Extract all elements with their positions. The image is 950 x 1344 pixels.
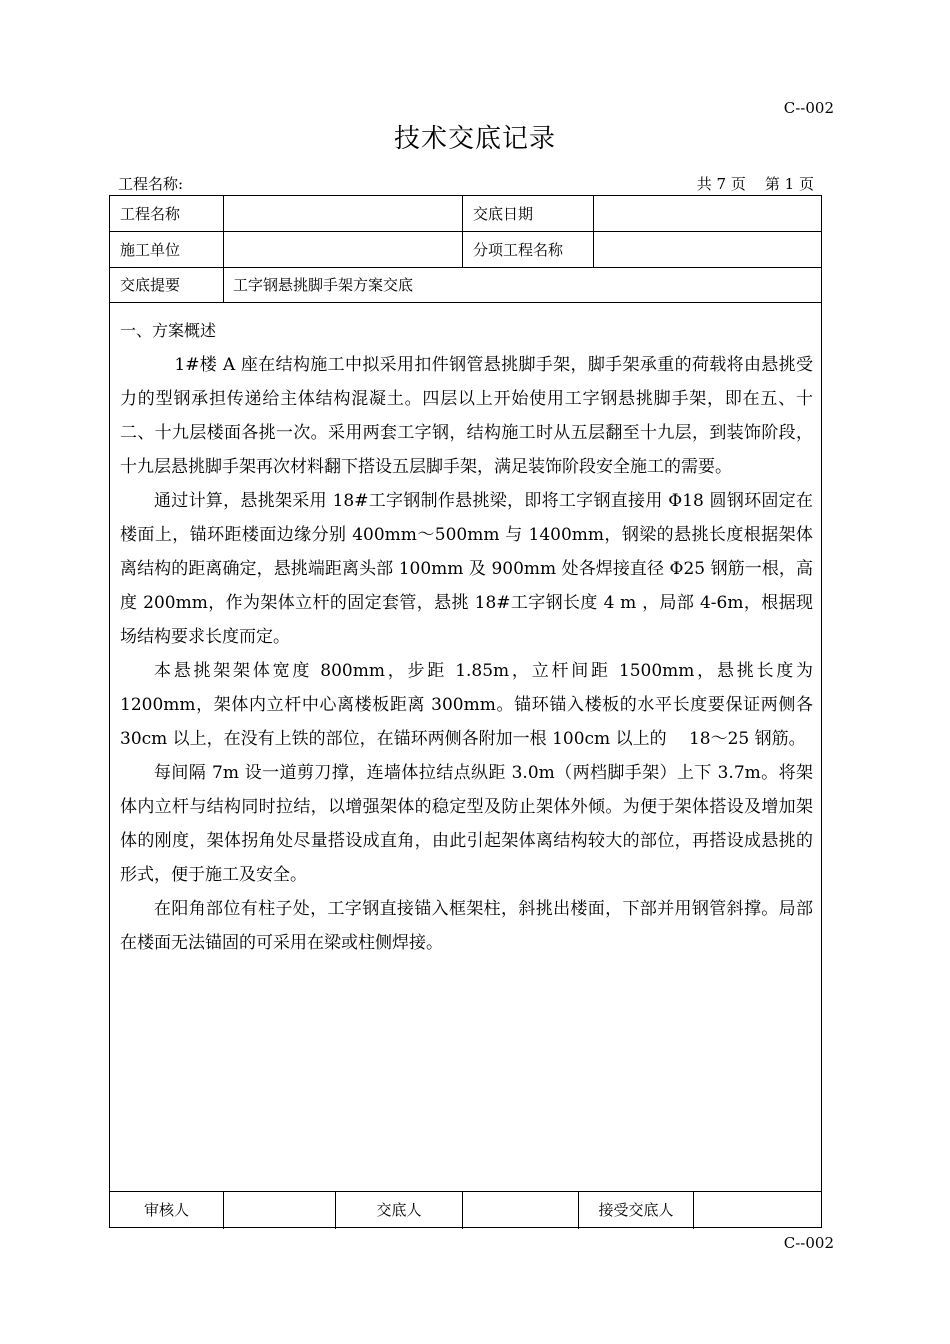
page-title: 技术交底记录 [393,124,556,154]
handover-content [120,314,813,960]
paragraph-calculation: 通过计算，悬挑架采用 18#工字钢制作悬挑梁，即将工字钢直接用 Φ18 圆钢环固定在楼面上，锚环距楼面边缘分别 400mm～500mm 与 1400mm，钢梁的悬挑长度根据架体离结构的距离确定，悬挑端距离头部 100mm 及 900mm 处各焊接直径 Φ25 钢筋一根，高度 200mm，作为架体立杆的固定套管，悬挑 18#工字钢长度 4 m ，局部 4-6m，根据现场结构要求长度而定。 [120,491,813,647]
paragraph-dimensions: 本悬挑架架体宽度 800mm，步距 1.85m，立杆间距 1500mm，悬挑长度为 1200mm，架体内立杆中心离楼板距离 300mm。锚环锚入楼板的水平长度要保证两侧各 30cm 以上，在没有上铁的部位，在锚环两侧各附加一根 100cm 以上的 18～25 钢筋。 [120,661,813,749]
row-divider [110,302,821,303]
section-heading: 一、方案概述 [120,321,217,340]
construction-unit-label: 施工单位 [120,241,181,259]
paragraph-corner: 在阳角部位有柱子处，工字钢直接锚入框架柱，斜挑出楼面，下部并用钢管斜撑。局部在楼面无法锚固的可采用在梁或柱侧焊接。 [120,899,813,953]
receiver-label: 接受交底人 [598,1201,674,1219]
project-name-label: 工程名称: [118,175,184,193]
col-divider [462,196,463,267]
paragraph-bracing: 每间隔 7m 设一道剪刀撑，连墙体拉结点纵距 3.0m（两档脚手架）上下 3.7m。将架体内立杆与结构同时拉结，以增强架体的稳定型及防止架体外倾。为便于架体搭设及增加架体的刚度，架体拐角处尽量搭设成直角，由此引起架体离结构较大的部位，再搭设成悬挑的形式，便于施工及安全。 [120,763,813,885]
page-info: 共 7 页 第 1 页 [696,175,814,193]
paragraph-overview: 1#楼 A 座在结构施工中拟采用扣件钢管悬挑脚手架，脚手架承重的荷载将由悬挑受力的型钢承担传递给主体结构混凝土。四层以上开始使用工字钢悬挑脚手架，即在五、十二、十九层楼面各挑一次。采用两套工字钢，结构施工时从五层翻至十九层，到装饰阶段，十九层悬挑脚手架再次材料翻下搭设五层脚手架，满足装饰阶段安全施工的需要。 [120,355,813,477]
presenter-value[interactable] [463,1192,578,1228]
sub-project-name-label: 分项工程名称 [473,241,564,259]
form-code-top: C--002 [783,99,834,117]
row-divider [110,231,821,232]
summary-value: 工字钢悬挑脚手架方案交底 [233,276,414,294]
receiver-value[interactable] [694,1192,821,1228]
row-divider [110,267,821,268]
col-divider [223,196,224,302]
project-name-cell-label: 工程名称 [120,205,181,223]
reviewer-value[interactable] [224,1192,335,1228]
record-table [109,195,822,1228]
presenter-label: 交底人 [376,1201,422,1219]
handover-date-label: 交底日期 [473,205,534,223]
form-code-bottom: C--002 [783,1234,834,1252]
reviewer-label: 审核人 [143,1201,189,1219]
summary-label: 交底提要 [120,276,181,294]
col-divider [593,196,594,267]
